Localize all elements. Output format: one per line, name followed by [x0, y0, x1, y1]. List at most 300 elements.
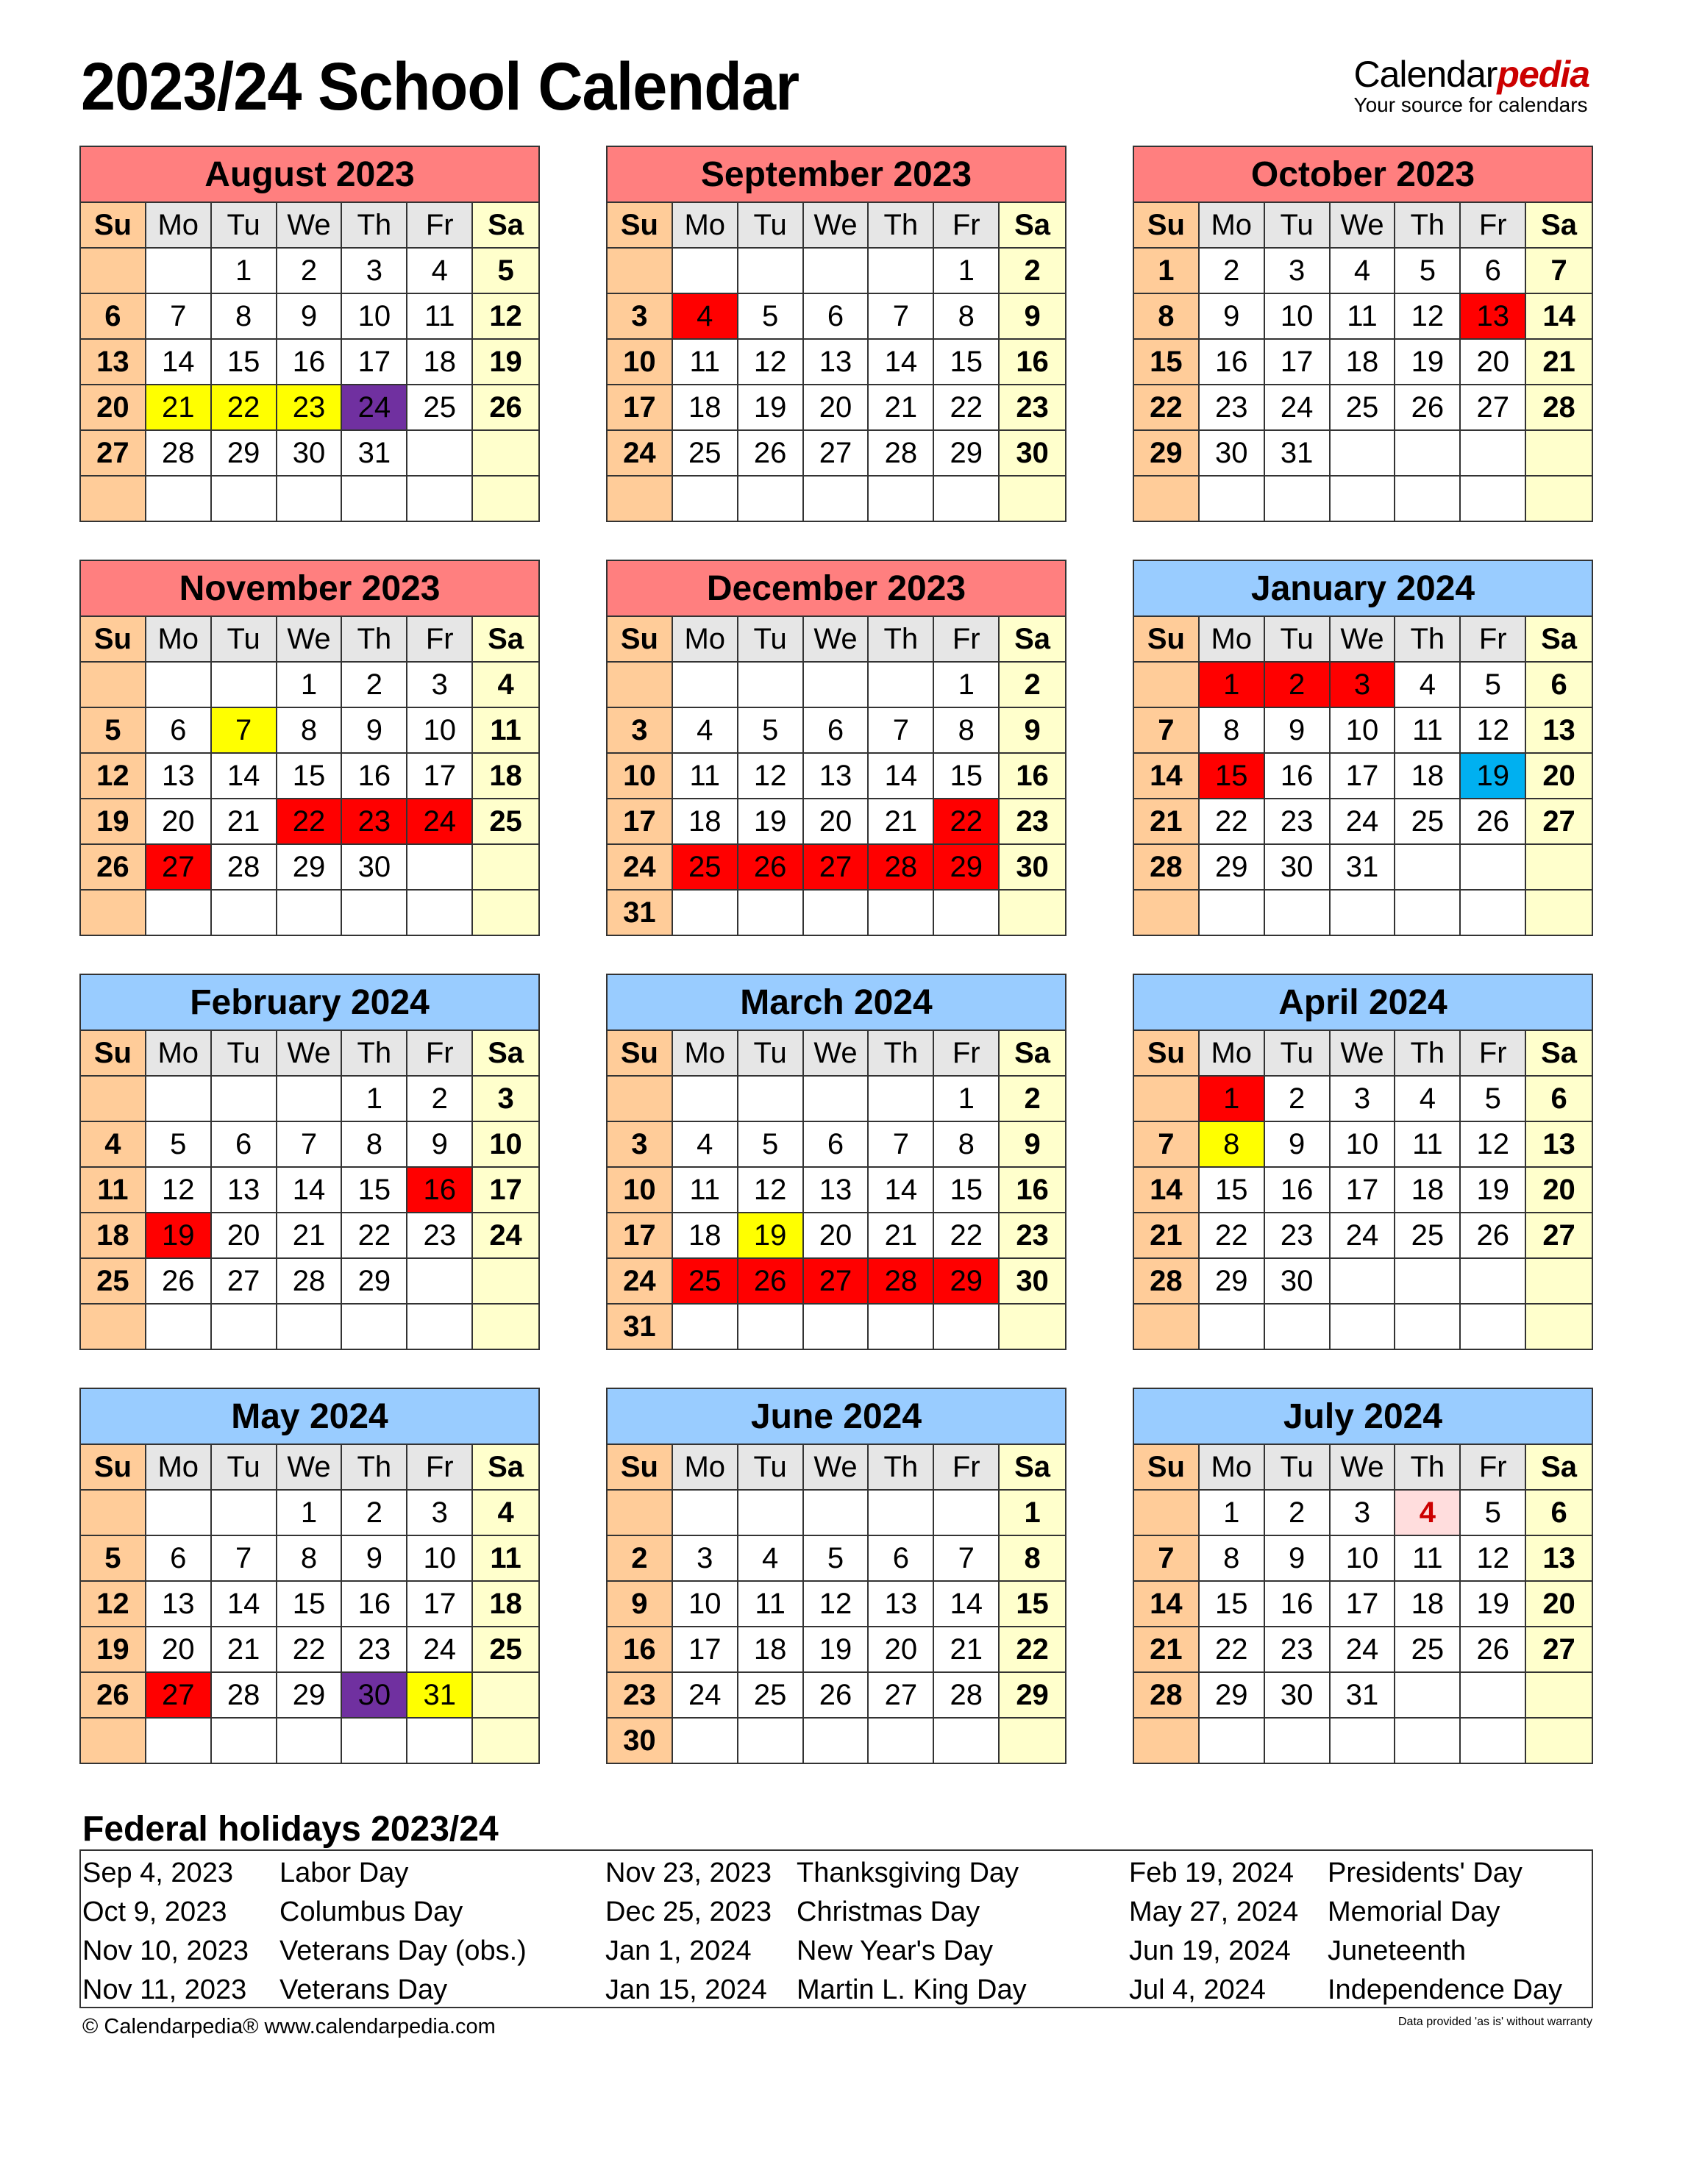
day-cell[interactable]: 7	[1134, 1122, 1200, 1168]
day-cell[interactable]: 2	[277, 249, 343, 294]
day-cell[interactable]: 14	[1134, 754, 1200, 799]
day-cell[interactable]: 2	[1000, 249, 1065, 294]
day-cell[interactable]: 11	[1395, 1536, 1461, 1582]
day-cell[interactable]: 14	[869, 754, 934, 799]
day-cell[interactable]: 6	[146, 708, 212, 754]
day-cell[interactable]: 21	[934, 1627, 1000, 1673]
day-cell[interactable]: 8	[212, 294, 277, 340]
day-cell[interactable]: 19	[738, 385, 804, 431]
day-cell[interactable]: 19	[473, 340, 538, 385]
day-cell[interactable]: 14	[212, 1582, 277, 1627]
day-cell[interactable]: 10	[1331, 708, 1396, 754]
day-cell[interactable]: 17	[673, 1627, 738, 1673]
day-cell[interactable]: 11	[1395, 708, 1461, 754]
day-cell[interactable]: 7	[146, 294, 212, 340]
day-cell[interactable]: 29	[1200, 1673, 1265, 1719]
day-cell[interactable]: 3	[342, 249, 407, 294]
day-cell[interactable]: 2	[1000, 663, 1065, 708]
day-cell[interactable]: 31	[608, 1305, 673, 1349]
day-cell[interactable]: 20	[804, 799, 869, 845]
day-cell[interactable]: 5	[1395, 249, 1461, 294]
day-cell[interactable]: 1	[212, 249, 277, 294]
day-cell[interactable]: 28	[1134, 1259, 1200, 1305]
day-cell[interactable]: 27	[146, 845, 212, 891]
day-cell[interactable]: 18	[1395, 1168, 1461, 1213]
day-cell[interactable]: 16	[1265, 1582, 1331, 1627]
day-cell[interactable]: 10	[608, 754, 673, 799]
day-cell[interactable]: 25	[81, 1259, 146, 1305]
day-cell[interactable]: 8	[1200, 708, 1265, 754]
day-cell[interactable]: 25	[1395, 1213, 1461, 1259]
day-cell[interactable]: 24	[342, 385, 407, 431]
day-cell[interactable]: 3	[608, 294, 673, 340]
day-cell[interactable]: 17	[473, 1168, 538, 1213]
day-cell[interactable]: 6	[804, 708, 869, 754]
day-cell[interactable]: 30	[1000, 845, 1065, 891]
day-cell[interactable]: 9	[1265, 708, 1331, 754]
day-cell[interactable]: 10	[407, 708, 473, 754]
day-cell[interactable]: 22	[277, 1627, 343, 1673]
day-cell[interactable]: 25	[673, 845, 738, 891]
day-cell[interactable]: 29	[277, 1673, 343, 1719]
day-cell[interactable]: 10	[1331, 1536, 1396, 1582]
day-cell[interactable]: 21	[1134, 799, 1200, 845]
day-cell[interactable]: 4	[473, 1491, 538, 1536]
day-cell[interactable]: 6	[146, 1536, 212, 1582]
day-cell[interactable]: 8	[277, 1536, 343, 1582]
day-cell[interactable]: 4	[1395, 1077, 1461, 1122]
day-cell[interactable]: 27	[1526, 799, 1592, 845]
day-cell[interactable]: 12	[1461, 708, 1526, 754]
day-cell[interactable]: 25	[673, 1259, 738, 1305]
day-cell[interactable]: 7	[1526, 249, 1592, 294]
day-cell[interactable]: 1	[1200, 663, 1265, 708]
day-cell[interactable]: 24	[1331, 1213, 1396, 1259]
day-cell[interactable]: 19	[146, 1213, 212, 1259]
day-cell[interactable]: 27	[804, 845, 869, 891]
day-cell[interactable]: 6	[1526, 663, 1592, 708]
day-cell[interactable]: 13	[1526, 1122, 1592, 1168]
day-cell[interactable]: 6	[1526, 1491, 1592, 1536]
day-cell[interactable]: 3	[473, 1077, 538, 1122]
day-cell[interactable]: 11	[673, 340, 738, 385]
day-cell[interactable]: 25	[1395, 799, 1461, 845]
day-cell[interactable]: 6	[212, 1122, 277, 1168]
day-cell[interactable]: 4	[1331, 249, 1396, 294]
day-cell[interactable]: 24	[1331, 799, 1396, 845]
day-cell[interactable]: 28	[146, 431, 212, 477]
day-cell[interactable]: 31	[1331, 1673, 1396, 1719]
day-cell[interactable]: 3	[608, 708, 673, 754]
day-cell[interactable]: 11	[1331, 294, 1396, 340]
day-cell[interactable]: 17	[407, 1582, 473, 1627]
day-cell[interactable]: 14	[277, 1168, 343, 1213]
day-cell[interactable]: 11	[81, 1168, 146, 1213]
day-cell[interactable]: 21	[212, 799, 277, 845]
day-cell[interactable]: 4	[673, 708, 738, 754]
day-cell[interactable]: 19	[81, 1627, 146, 1673]
day-cell[interactable]: 15	[1200, 1582, 1265, 1627]
day-cell[interactable]: 4	[1395, 1491, 1461, 1536]
day-cell[interactable]: 12	[1461, 1122, 1526, 1168]
day-cell[interactable]: 26	[738, 431, 804, 477]
day-cell[interactable]: 9	[342, 1536, 407, 1582]
day-cell[interactable]: 20	[804, 385, 869, 431]
day-cell[interactable]: 23	[1200, 385, 1265, 431]
day-cell[interactable]: 9	[1000, 708, 1065, 754]
day-cell[interactable]: 28	[212, 845, 277, 891]
day-cell[interactable]: 16	[1265, 1168, 1331, 1213]
day-cell[interactable]: 15	[1000, 1582, 1065, 1627]
day-cell[interactable]: 1	[277, 1491, 343, 1536]
day-cell[interactable]: 5	[146, 1122, 212, 1168]
day-cell[interactable]: 8	[1134, 294, 1200, 340]
day-cell[interactable]: 22	[934, 799, 1000, 845]
day-cell[interactable]: 22	[1200, 799, 1265, 845]
day-cell[interactable]: 25	[407, 385, 473, 431]
day-cell[interactable]: 5	[81, 708, 146, 754]
day-cell[interactable]: 23	[407, 1213, 473, 1259]
day-cell[interactable]: 14	[1134, 1582, 1200, 1627]
day-cell[interactable]: 22	[277, 799, 343, 845]
day-cell[interactable]: 29	[934, 431, 1000, 477]
day-cell[interactable]: 6	[804, 1122, 869, 1168]
day-cell[interactable]: 8	[934, 1122, 1000, 1168]
day-cell[interactable]: 11	[407, 294, 473, 340]
day-cell[interactable]: 10	[1331, 1122, 1396, 1168]
day-cell[interactable]: 23	[1265, 1213, 1331, 1259]
day-cell[interactable]: 29	[1000, 1673, 1065, 1719]
day-cell[interactable]: 29	[342, 1259, 407, 1305]
day-cell[interactable]: 27	[869, 1673, 934, 1719]
day-cell[interactable]: 2	[1000, 1077, 1065, 1122]
footer-copyright[interactable]: © Calendarpedia® www.calendarpedia.com	[82, 2015, 496, 2038]
day-cell[interactable]: 13	[146, 1582, 212, 1627]
day-cell[interactable]: 25	[473, 799, 538, 845]
day-cell[interactable]: 23	[1000, 1213, 1065, 1259]
day-cell[interactable]: 9	[608, 1582, 673, 1627]
day-cell[interactable]: 21	[277, 1213, 343, 1259]
day-cell[interactable]: 18	[473, 1582, 538, 1627]
day-cell[interactable]: 20	[869, 1627, 934, 1673]
day-cell[interactable]: 18	[1331, 340, 1396, 385]
day-cell[interactable]: 16	[407, 1168, 473, 1213]
day-cell[interactable]: 18	[1395, 754, 1461, 799]
day-cell[interactable]: 17	[407, 754, 473, 799]
day-cell[interactable]: 16	[1200, 340, 1265, 385]
day-cell[interactable]: 29	[277, 845, 343, 891]
day-cell[interactable]: 30	[1265, 845, 1331, 891]
day-cell[interactable]: 14	[869, 1168, 934, 1213]
day-cell[interactable]: 8	[934, 294, 1000, 340]
day-cell[interactable]: 22	[212, 385, 277, 431]
day-cell[interactable]: 28	[277, 1259, 343, 1305]
day-cell[interactable]: 8	[1200, 1536, 1265, 1582]
day-cell[interactable]: 7	[212, 708, 277, 754]
day-cell[interactable]: 24	[1265, 385, 1331, 431]
day-cell[interactable]: 23	[1000, 799, 1065, 845]
day-cell[interactable]: 31	[407, 1673, 473, 1719]
day-cell[interactable]: 19	[1461, 1582, 1526, 1627]
day-cell[interactable]: 8	[1000, 1536, 1065, 1582]
day-cell[interactable]: 3	[407, 663, 473, 708]
day-cell[interactable]: 22	[934, 385, 1000, 431]
day-cell[interactable]: 2	[1265, 663, 1331, 708]
day-cell[interactable]: 25	[673, 431, 738, 477]
day-cell[interactable]: 13	[1526, 1536, 1592, 1582]
day-cell[interactable]: 11	[473, 1536, 538, 1582]
day-cell[interactable]: 25	[473, 1627, 538, 1673]
day-cell[interactable]: 1	[934, 1077, 1000, 1122]
day-cell[interactable]: 11	[473, 708, 538, 754]
day-cell[interactable]: 3	[608, 1122, 673, 1168]
day-cell[interactable]: 12	[1461, 1536, 1526, 1582]
day-cell[interactable]: 23	[342, 1627, 407, 1673]
day-cell[interactable]: 7	[1134, 708, 1200, 754]
day-cell[interactable]: 12	[81, 754, 146, 799]
day-cell[interactable]: 30	[277, 431, 343, 477]
day-cell[interactable]: 26	[738, 845, 804, 891]
day-cell[interactable]: 5	[473, 249, 538, 294]
day-cell[interactable]: 10	[342, 294, 407, 340]
day-cell[interactable]: 5	[1461, 663, 1526, 708]
day-cell[interactable]: 31	[1265, 431, 1331, 477]
day-cell[interactable]: 25	[1331, 385, 1396, 431]
day-cell[interactable]: 19	[738, 1213, 804, 1259]
day-cell[interactable]: 21	[869, 385, 934, 431]
day-cell[interactable]: 17	[342, 340, 407, 385]
day-cell[interactable]: 9	[1000, 294, 1065, 340]
day-cell[interactable]: 26	[1461, 1627, 1526, 1673]
day-cell[interactable]: 23	[277, 385, 343, 431]
day-cell[interactable]: 5	[81, 1536, 146, 1582]
day-cell[interactable]: 23	[1265, 1627, 1331, 1673]
day-cell[interactable]: 24	[608, 1259, 673, 1305]
day-cell[interactable]: 23	[608, 1673, 673, 1719]
day-cell[interactable]: 1	[1000, 1491, 1065, 1536]
day-cell[interactable]: 1	[934, 663, 1000, 708]
day-cell[interactable]: 9	[1265, 1122, 1331, 1168]
day-cell[interactable]: 4	[673, 294, 738, 340]
day-cell[interactable]: 13	[804, 754, 869, 799]
day-cell[interactable]: 4	[81, 1122, 146, 1168]
day-cell[interactable]: 12	[1395, 294, 1461, 340]
day-cell[interactable]: 30	[1265, 1259, 1331, 1305]
day-cell[interactable]: 15	[277, 1582, 343, 1627]
day-cell[interactable]: 20	[804, 1213, 869, 1259]
day-cell[interactable]: 12	[738, 1168, 804, 1213]
day-cell[interactable]: 18	[473, 754, 538, 799]
day-cell[interactable]: 27	[212, 1259, 277, 1305]
day-cell[interactable]: 17	[1331, 1582, 1396, 1627]
day-cell[interactable]: 13	[81, 340, 146, 385]
day-cell[interactable]: 16	[342, 1582, 407, 1627]
day-cell[interactable]: 21	[869, 1213, 934, 1259]
day-cell[interactable]: 27	[81, 431, 146, 477]
day-cell[interactable]: 17	[1265, 340, 1331, 385]
day-cell[interactable]: 7	[869, 708, 934, 754]
day-cell[interactable]: 2	[1200, 249, 1265, 294]
day-cell[interactable]: 22	[342, 1213, 407, 1259]
day-cell[interactable]: 28	[934, 1673, 1000, 1719]
day-cell[interactable]: 1	[1200, 1077, 1265, 1122]
day-cell[interactable]: 12	[804, 1582, 869, 1627]
day-cell[interactable]: 4	[673, 1122, 738, 1168]
day-cell[interactable]: 20	[146, 799, 212, 845]
day-cell[interactable]: 29	[934, 1259, 1000, 1305]
day-cell[interactable]: 4	[738, 1536, 804, 1582]
day-cell[interactable]: 1	[1200, 1491, 1265, 1536]
day-cell[interactable]: 10	[673, 1582, 738, 1627]
day-cell[interactable]: 18	[738, 1627, 804, 1673]
day-cell[interactable]: 3	[1331, 1491, 1396, 1536]
day-cell[interactable]: 14	[934, 1582, 1000, 1627]
day-cell[interactable]: 12	[81, 1582, 146, 1627]
day-cell[interactable]: 21	[146, 385, 212, 431]
brand-logo[interactable]	[1354, 56, 1590, 117]
day-cell[interactable]: 12	[473, 294, 538, 340]
day-cell[interactable]: 14	[146, 340, 212, 385]
day-cell[interactable]: 27	[804, 431, 869, 477]
day-cell[interactable]: 24	[473, 1213, 538, 1259]
day-cell[interactable]: 7	[1134, 1536, 1200, 1582]
day-cell[interactable]: 20	[81, 385, 146, 431]
day-cell[interactable]: 30	[1000, 1259, 1065, 1305]
day-cell[interactable]: 26	[804, 1673, 869, 1719]
day-cell[interactable]: 2	[1265, 1077, 1331, 1122]
day-cell[interactable]: 22	[1134, 385, 1200, 431]
day-cell[interactable]: 2	[342, 1491, 407, 1536]
day-cell[interactable]: 24	[1331, 1627, 1396, 1673]
day-cell[interactable]: 13	[1526, 708, 1592, 754]
day-cell[interactable]: 26	[738, 1259, 804, 1305]
day-cell[interactable]: 18	[673, 799, 738, 845]
day-cell[interactable]: 13	[146, 754, 212, 799]
day-cell[interactable]: 26	[81, 845, 146, 891]
day-cell[interactable]: 30	[608, 1719, 673, 1763]
day-cell[interactable]: 20	[1526, 1582, 1592, 1627]
day-cell[interactable]: 7	[212, 1536, 277, 1582]
day-cell[interactable]: 23	[342, 799, 407, 845]
day-cell[interactable]: 1	[1134, 249, 1200, 294]
day-cell[interactable]: 8	[1200, 1122, 1265, 1168]
day-cell[interactable]: 6	[869, 1536, 934, 1582]
day-cell[interactable]: 5	[1461, 1491, 1526, 1536]
day-cell[interactable]: 21	[1134, 1627, 1200, 1673]
day-cell[interactable]: 17	[608, 385, 673, 431]
day-cell[interactable]: 23	[1000, 385, 1065, 431]
day-cell[interactable]: 16	[608, 1627, 673, 1673]
day-cell[interactable]: 27	[1526, 1213, 1592, 1259]
day-cell[interactable]: 9	[1200, 294, 1265, 340]
day-cell[interactable]: 15	[934, 1168, 1000, 1213]
day-cell[interactable]: 17	[608, 1213, 673, 1259]
day-cell[interactable]: 16	[1000, 1168, 1065, 1213]
day-cell[interactable]: 18	[81, 1213, 146, 1259]
day-cell[interactable]: 11	[673, 1168, 738, 1213]
day-cell[interactable]: 20	[1526, 1168, 1592, 1213]
day-cell[interactable]: 31	[342, 431, 407, 477]
day-cell[interactable]: 15	[212, 340, 277, 385]
day-cell[interactable]: 6	[1461, 249, 1526, 294]
day-cell[interactable]: 13	[869, 1582, 934, 1627]
day-cell[interactable]: 25	[738, 1673, 804, 1719]
day-cell[interactable]: 20	[146, 1627, 212, 1673]
day-cell[interactable]: 15	[934, 754, 1000, 799]
day-cell[interactable]: 30	[1000, 431, 1065, 477]
day-cell[interactable]: 8	[277, 708, 343, 754]
day-cell[interactable]: 19	[1461, 754, 1526, 799]
day-cell[interactable]: 19	[1395, 340, 1461, 385]
day-cell[interactable]: 6	[1526, 1077, 1592, 1122]
day-cell[interactable]: 10	[608, 340, 673, 385]
day-cell[interactable]: 9	[1265, 1536, 1331, 1582]
day-cell[interactable]: 9	[277, 294, 343, 340]
day-cell[interactable]: 19	[81, 799, 146, 845]
day-cell[interactable]: 7	[934, 1536, 1000, 1582]
day-cell[interactable]: 7	[277, 1122, 343, 1168]
day-cell[interactable]: 13	[804, 1168, 869, 1213]
day-cell[interactable]: 26	[1461, 799, 1526, 845]
day-cell[interactable]: 10	[473, 1122, 538, 1168]
day-cell[interactable]: 17	[1331, 754, 1396, 799]
day-cell[interactable]: 13	[212, 1168, 277, 1213]
day-cell[interactable]: 4	[407, 249, 473, 294]
day-cell[interactable]: 9	[407, 1122, 473, 1168]
day-cell[interactable]: 14	[869, 340, 934, 385]
day-cell[interactable]: 11	[673, 754, 738, 799]
day-cell[interactable]: 20	[1526, 754, 1592, 799]
day-cell[interactable]: 13	[804, 340, 869, 385]
day-cell[interactable]: 15	[1200, 754, 1265, 799]
day-cell[interactable]: 27	[1461, 385, 1526, 431]
day-cell[interactable]: 2	[608, 1536, 673, 1582]
day-cell[interactable]: 18	[407, 340, 473, 385]
day-cell[interactable]: 16	[342, 754, 407, 799]
day-cell[interactable]: 11	[738, 1582, 804, 1627]
day-cell[interactable]: 15	[1200, 1168, 1265, 1213]
day-cell[interactable]: 15	[342, 1168, 407, 1213]
day-cell[interactable]: 3	[1265, 249, 1331, 294]
day-cell[interactable]: 21	[1134, 1213, 1200, 1259]
day-cell[interactable]: 20	[1461, 340, 1526, 385]
day-cell[interactable]: 5	[738, 1122, 804, 1168]
day-cell[interactable]: 28	[869, 1259, 934, 1305]
day-cell[interactable]: 9	[1000, 1122, 1065, 1168]
day-cell[interactable]: 21	[212, 1627, 277, 1673]
day-cell[interactable]: 22	[1000, 1627, 1065, 1673]
day-cell[interactable]: 26	[146, 1259, 212, 1305]
day-cell[interactable]: 21	[1526, 340, 1592, 385]
day-cell[interactable]: 14	[1526, 294, 1592, 340]
day-cell[interactable]: 30	[342, 845, 407, 891]
day-cell[interactable]: 30	[1265, 1673, 1331, 1719]
day-cell[interactable]: 26	[81, 1673, 146, 1719]
day-cell[interactable]: 3	[1331, 1077, 1396, 1122]
day-cell[interactable]: 28	[869, 431, 934, 477]
day-cell[interactable]: 24	[673, 1673, 738, 1719]
day-cell[interactable]: 28	[1526, 385, 1592, 431]
day-cell[interactable]: 2	[407, 1077, 473, 1122]
day-cell[interactable]: 18	[673, 1213, 738, 1259]
day-cell[interactable]: 1	[277, 663, 343, 708]
day-cell[interactable]: 31	[608, 891, 673, 935]
day-cell[interactable]: 17	[1331, 1168, 1396, 1213]
day-cell[interactable]: 16	[277, 340, 343, 385]
day-cell[interactable]: 12	[738, 340, 804, 385]
day-cell[interactable]: 29	[212, 431, 277, 477]
day-cell[interactable]: 29	[1200, 1259, 1265, 1305]
